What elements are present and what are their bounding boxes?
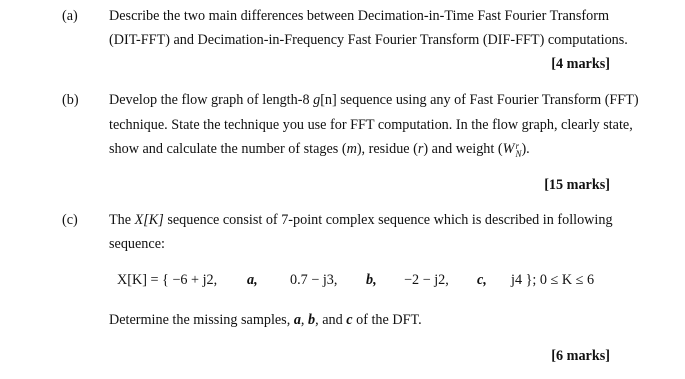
marks-label: [15 marks] — [544, 177, 610, 193]
equation-value: 0.7 − j3, — [290, 272, 338, 288]
question-label: (b) — [62, 92, 79, 108]
equation-value: −2 − j2, — [404, 272, 449, 288]
marks-label: [6 marks] — [551, 348, 610, 364]
question-text-line: sequence: — [109, 236, 165, 252]
question-text-line: show and calculate the number of stages (m), residue (r) and weight (W r N ). — [109, 140, 530, 159]
equation-var-c: c, — [477, 272, 487, 288]
question-label: (c) — [62, 212, 78, 228]
question-text-line: Determine the missing samples, a, b, and c of the DFT. — [109, 312, 422, 328]
question-label: (a) — [62, 8, 78, 24]
equation-rhs: j4 }; 0 ≤ K ≤ 6 — [511, 272, 595, 288]
question-text-line: Describe the two main differences between Decimation-in-Time Fast Fourier Transform — [109, 8, 609, 24]
equation-var-b: b, — [366, 272, 377, 288]
question-text-line: Develop the flow graph of length-8 g[n] sequence using any of Fast Fourier Transform (FFT) — [109, 92, 639, 108]
equation-var-a: a, — [247, 272, 258, 288]
question-text-line: (DIT-FFT) and Decimation-in-Frequency Fast Fourier Transform (DIF-FFT) computations. — [109, 32, 628, 48]
equation-lhs: X[K] = { −6 + j2, — [117, 272, 218, 288]
marks-label: [4 marks] — [551, 56, 610, 72]
question-text-line: technique. State the technique you use for FFT computation. In the flow graph, clearly state, — [109, 117, 633, 133]
question-text-line: The X[K] sequence consist of 7-point complex sequence which is described in following — [109, 212, 613, 228]
